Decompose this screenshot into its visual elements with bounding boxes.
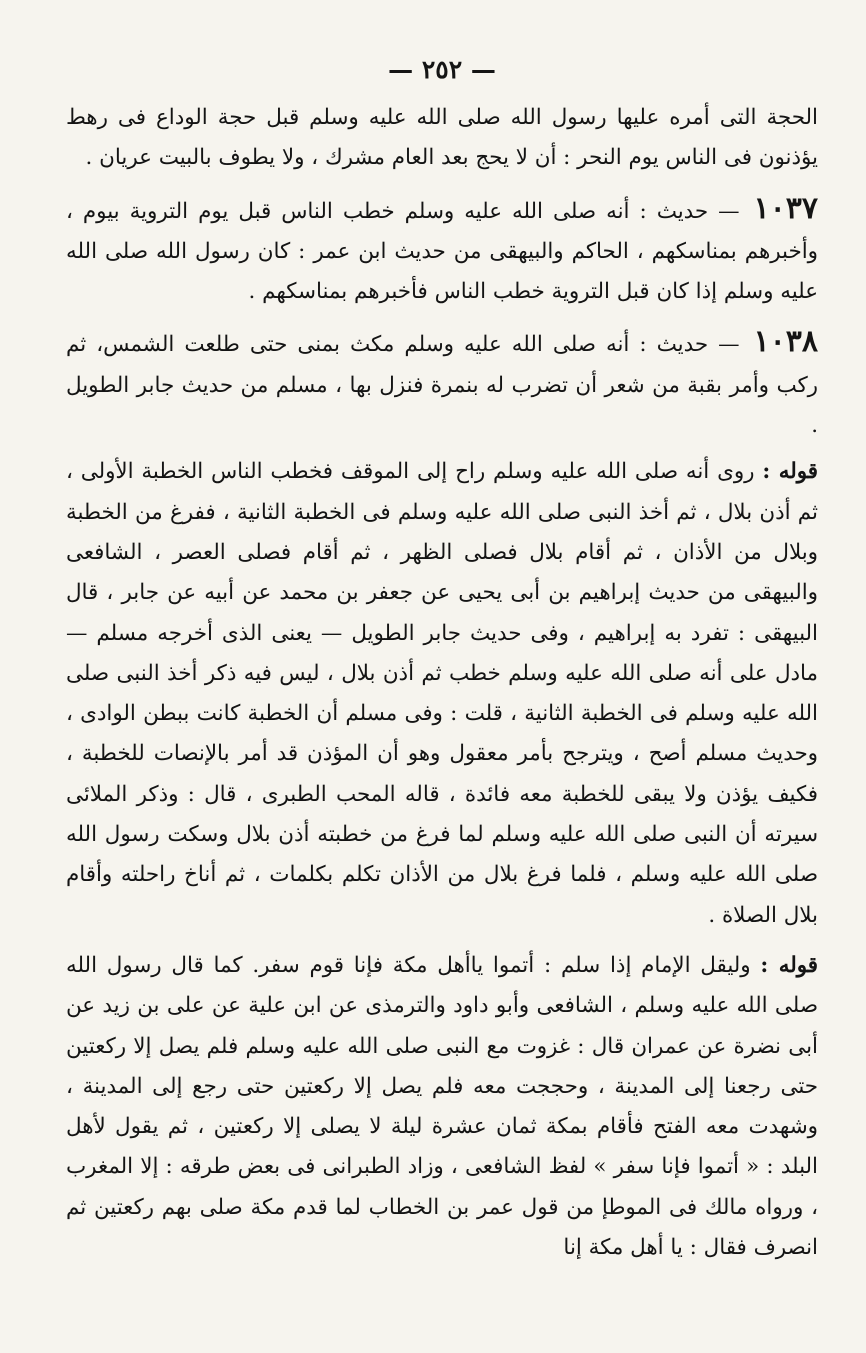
paragraph-lead: قوله : [762, 459, 819, 485]
hadith-1037 [66, 189, 818, 313]
hadith-number: ١٠٣٧ [753, 190, 818, 226]
paragraph-lead: قوله : [760, 952, 818, 978]
commentary-paragraph-2 [66, 946, 818, 1268]
paragraph-text: وليقل الإمام إذا سلم : أتموا ياأهل مكة فإنا قوم سفر. كما قال رسول الله صلى الله عليه وسلم ، الشافعى وأبو داود والترمذى عن ابن علية عن على بن زيد عن أبى نضرة عن عمران قال : غزوت مع النبى صلى الله عليه وسلم فلم يصل إلا ركعتين حتى رجعنا إلى المدينة ، وحججت معه فلم يصل إلا ركعتين حتى رجع إلى المدينة ، وشهدت معه الفتح فأقام بمكة ثمان عشرة ليلة لا يصلى إلا ركعتين ، ثم يقول لأهل البلد : « أتموا فإنا سفر » لفظ الشافعى ، وزاد الطبرانى فى بعض طرقه : إلا المغرب ، ورواه مالك فى الموطإ من قول عمر بن الخطاب لما قدم مكة صلى بهم ركعتين ثم انصرف فقال : يا أهل مكة إنا [66, 952, 818, 1261]
paragraph-continuation [66, 98, 818, 179]
commentary-paragraph-1 [66, 452, 818, 936]
book-page [66, 50, 818, 1320]
paragraph-text: — حديث : أنه صلى الله عليه وسلم مكث بمنى حتى طلعت الشمس، ثم ركب وأمر بقبة من شعر أن تضرب له بنمرة فنزل بها ، مسلم من حديث جابر الطويل . [66, 332, 818, 439]
paragraph-text: — حديث : أنه صلى الله عليه وسلم خطب الناس قبل يوم التروية بيوم ، وأخبرهم بمناسكهم ، الحاكم والبيهقى من حديث ابن عمر : كان رسول الله صلى الله عليه وسلم إذا كان قبل التروية خطب الناس فأخبرهم بمناسكهم . [66, 198, 818, 305]
hadith-1038 [66, 322, 818, 446]
paragraph-text: الحجة التى أمره عليها رسول الله صلى الله عليه وسلم قبل حجة الوداع فى رهط يؤذنون فى الناس يوم النحر : أن لا يحج بعد العام مشرك ، ولا يطوف بالبيت عريان . [66, 105, 818, 171]
paragraph-text: روى أنه صلى الله عليه وسلم راح إلى الموقف فخطب الناس الخطبة الأولى ، ثم أذن بلال ، ثم أخذ النبى صلى الله عليه وسلم فى الخطبة الثانية ، ففرغ من الخطبة وبلال من الأذان ، ثم أقام بلال فصلى الظهر ، ثم أقام فصلى العصر ، الشافعى والبيهقى من حديث إبراهيم بن أبى يحيى عن جعفر بن محمد عن أبيه عن جابر ، قال البيهقى : تفرد به إبراهيم ، وفى حديث جابر الطويل — يعنى الذى أخرجه مسلم — مادل على أنه صلى الله عليه وسلم خطب ثم أذن بلال ، ليس فيه ذكر أخذ النبى صلى الله عليه وسلم فى الخطبة الثانية ، قلت : وفى مسلم أن الخطبة كانت ببطن الوادى ، وحديث مسلم أصح ، ويترجح بأمر معقول وهو أن المؤذن قد أمر بالإنصات للخطبة ، فكيف يؤذن ولا يبقى للخطبة معه فائدة ، قاله المحب الطبرى ، قال : وذكر الملائى سيرته أن النبى صلى الله عليه وسلم لما فرغ من خطبته أذن بلال وسكت رسول الله صلى الله عليه وسلم ، فلما فرغ بلال من الأذان تكلم بكلمات ، ثم أناخ راحلته وأقام بلال الصلاة . [66, 459, 818, 928]
hadith-number: ١٠٣٨ [753, 324, 818, 360]
page-number: — ٢٥٢ — [388, 55, 496, 84]
